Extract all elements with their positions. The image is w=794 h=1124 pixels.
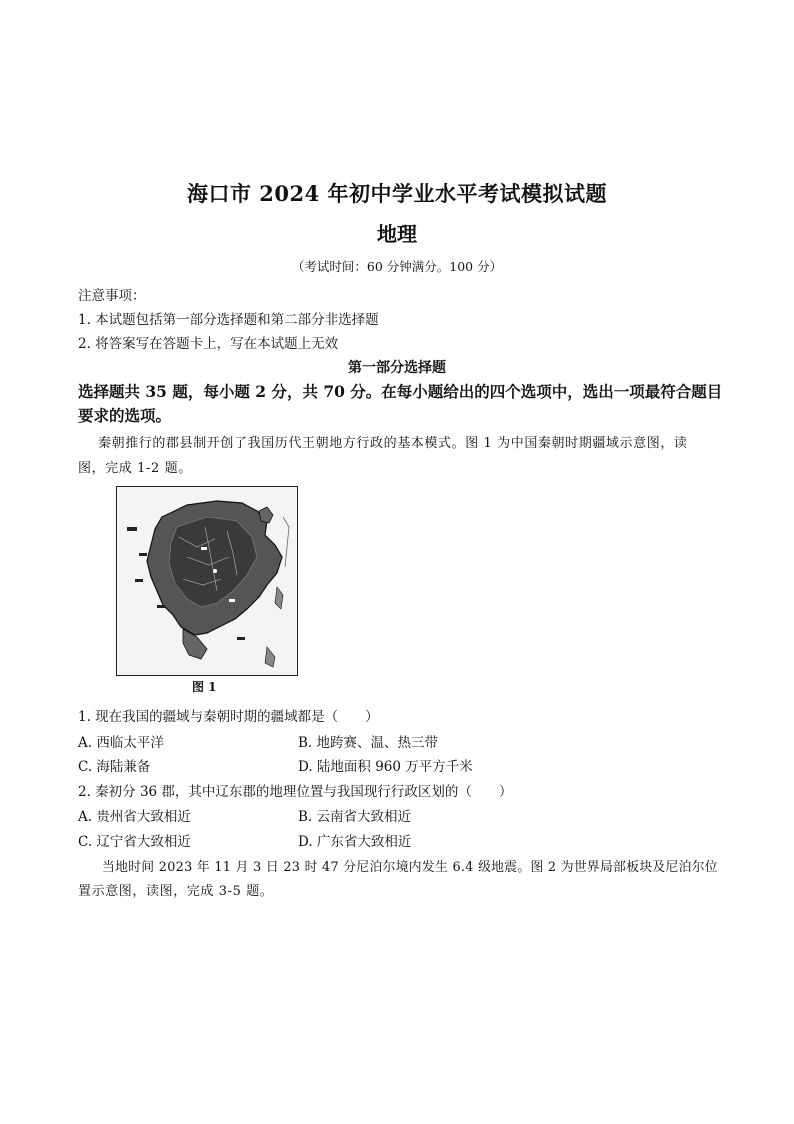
passage2-line1: 当地时间 2023 年 11 月 3 日 23 时 47 分尼泊尔境内发生 6.4 级地震。图 2 为世界局部板块及尼泊尔位 bbox=[102, 860, 718, 875]
figure1-caption: 图 1 bbox=[192, 680, 217, 694]
q1-option-c[interactable]: C. 海陆兼备 bbox=[78, 759, 151, 775]
part1-title: 第一部分选择题 bbox=[348, 360, 446, 376]
notice-item-1: 1. 本试题包括第一部分选择题和第二部分非选择题 bbox=[78, 312, 379, 328]
q2-option-b[interactable]: B. 云南省大致相近 bbox=[298, 809, 412, 825]
part1-intro-line1: 选择题共 35 题，每小题 2 分，共 70 分。在每小题给出的四个选项中，选出一项最符合题目 bbox=[78, 382, 723, 401]
q1-option-d[interactable]: D. 陆地面积 960 万平方千米 bbox=[298, 759, 473, 775]
passage2-line2: 置示意图，读图，完成 3-5 题。 bbox=[78, 884, 274, 899]
q2-option-d[interactable]: D. 广东省大致相近 bbox=[298, 834, 412, 850]
part1-intro-line2: 要求的选项。 bbox=[78, 406, 172, 425]
qin-territory-map bbox=[116, 486, 298, 676]
q2-option-a[interactable]: A. 贵州省大致相近 bbox=[78, 809, 191, 825]
qin-map-graphic bbox=[117, 487, 297, 675]
q1-stem: 1. 现在我国的疆域与秦朝时期的疆域都是（ ） bbox=[78, 709, 379, 725]
q2-stem: 2. 秦初分 36 郡，其中辽东郡的地理位置与我国现行行政区划的（ ） bbox=[78, 784, 513, 800]
passage1-line1: 秦朝推行的郡县制开创了我国历代王朝地方行政的基本模式。图 1 为中国秦朝时期疆域示意图，读 bbox=[98, 436, 688, 451]
q2-option-c[interactable]: C. 辽宁省大致相近 bbox=[78, 834, 191, 850]
passage1-line2: 图，完成 1-2 题。 bbox=[78, 461, 192, 476]
notice-heading: 注意事项： bbox=[78, 288, 146, 304]
q1-option-a[interactable]: A. 西临太平洋 bbox=[78, 735, 164, 751]
exam-time-note: （考试时间：60 分钟满分。100 分） bbox=[291, 259, 503, 274]
exam-title: 海口市 2024 年初中学业水平考试模拟试题 bbox=[186, 181, 608, 206]
notice-item-2: 2. 将答案写在答题卡上，写在本试题上无效 bbox=[78, 336, 339, 352]
subject-title: 地理 bbox=[377, 222, 417, 246]
q1-option-b[interactable]: B. 地跨赛、温、热三带 bbox=[298, 735, 439, 751]
